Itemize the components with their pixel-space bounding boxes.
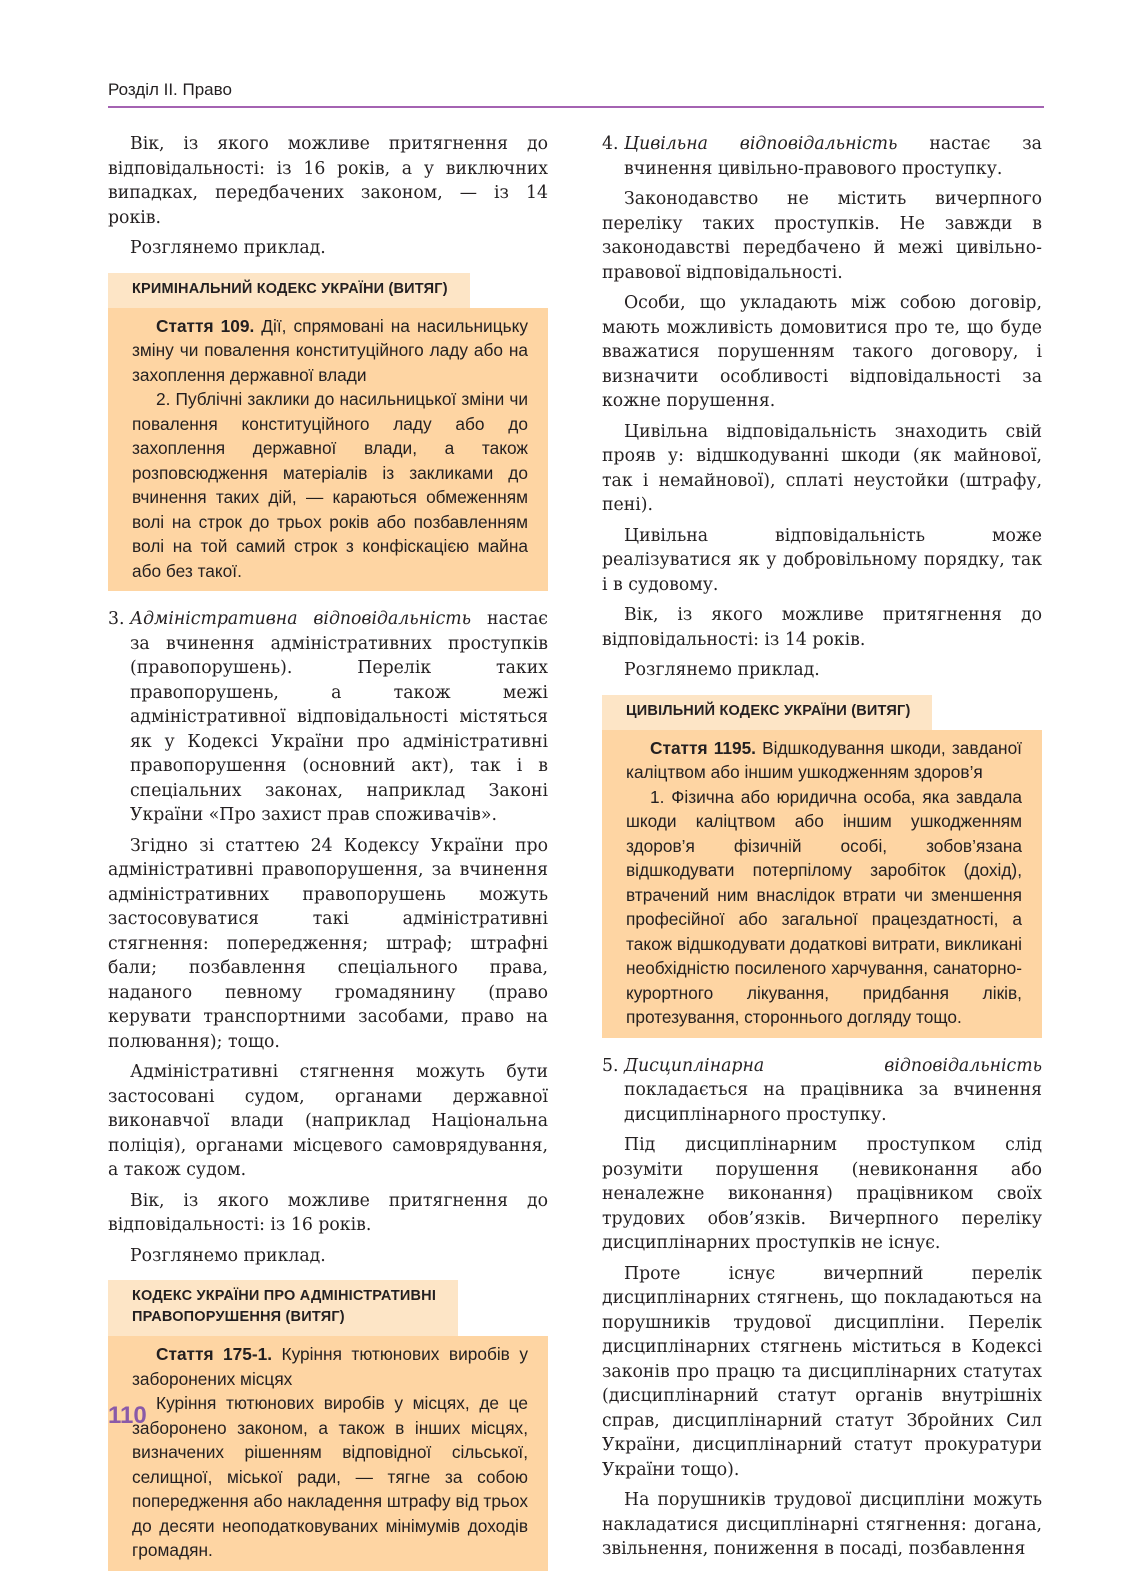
list-item-administrative — [108, 607, 548, 828]
item-number: 4. — [602, 134, 619, 154]
item-text: настає за вчинення цивільно-правового проступку. — [624, 134, 1042, 179]
left-column — [108, 132, 548, 1587]
list-item-civil — [602, 132, 1042, 181]
article-label: Стаття 175-1. — [156, 1344, 273, 1364]
civil-code-excerpt — [602, 695, 1042, 1038]
paragraph: Розглянемо приклад. — [130, 1245, 326, 1266]
item-text: покладається на працівника за вчинення дисциплінарного проступку. — [624, 1080, 1042, 1125]
paragraph: Цивільна відповідальність може реалізуватися як у добровільному порядку, так і в судовому. — [602, 525, 1042, 595]
article-label: Стаття 1195. — [650, 737, 756, 758]
list-item-disciplinary — [602, 1054, 1042, 1128]
page-number: 110 — [108, 1402, 147, 1429]
excerpt-title: КРИМІНАЛЬНИЙ КОДЕКС УКРАЇНИ (ВИТЯГ) — [108, 273, 470, 308]
admin-code-excerpt — [108, 1280, 548, 1571]
excerpt-body — [108, 1336, 548, 1571]
article-title: Відшкодування шкоди, завданої каліцтвом або іншим ушкодженням здоров’я — [626, 737, 1022, 782]
article-label: Стаття 109. — [156, 315, 255, 336]
paragraph: Законодавство не містить вичерпного переліку таких проступків. Не завжди в законодавстві передбачено й межі цивільно-правової відповідальності. — [602, 189, 1042, 283]
section-header: Розділ ІІ. Право — [108, 80, 232, 99]
item-text: настає за вчинення адміністративних проступків (правопорушень). Перелік таких правопорушень, а також межі адміністративної відповідальності містяться як у Кодексі України про адміністративні правопорушення (основний акт), так і в спеціальних законах, наприклад Законі України «Про захист прав споживачів». — [130, 609, 548, 825]
excerpt-body — [602, 730, 1042, 1038]
paragraph: Вік, із якого можливе притягнення до відповідальності: із 14 років. — [602, 605, 1042, 650]
article-text: 2. Публічні заклики до насильницької зміни чи повалення конституційного ладу або до захоплення державної влади, а також розповсюдження матеріалів із закликами до вчинення таких дій, — караються обмеженням волі на строк до трьох років або позбавленням волі на той самий строк з конфіскацією майна або без такої. — [132, 389, 528, 581]
paragraph: Вік, із якого можливе притягнення до відповідальності: із 16 років. — [108, 1190, 548, 1235]
article-title: Дії, спрямовані на насильницьку зміну чи повалення конституційного ладу або на захоплення державної влади — [132, 315, 528, 385]
paragraph: Адміністративні стягнення можуть бути застосовані судом, органами державної виконавчої влади (наприклад Національна поліція), органами місцевого самоврядування, а також судом. — [108, 1062, 548, 1180]
article-heading — [132, 314, 528, 388]
paragraph: Розглянемо приклад. — [130, 238, 326, 258]
excerpt-title-line: КОДЕКС УКРАЇНИ ПРО АДМІНІСТРАТИВНІ — [132, 1288, 437, 1304]
paragraph: Вік, із якого можливе притягнення до відповідальності: із 16 років, а у виключних випадках, передбачених законом, — із 14 років. — [108, 134, 548, 228]
excerpt-title: ЦИВІЛЬНИЙ КОДЕКС УКРАЇНИ (ВИТЯГ) — [602, 695, 932, 730]
term: Дисциплінарна відповідальність — [624, 1055, 1042, 1076]
criminal-code-excerpt — [108, 273, 548, 592]
paragraph: На порушників трудової дисципліни можуть накладатися дисциплінарні стягнення: догана, звільнення, пониження в посаді, позбавлення — [602, 1490, 1042, 1559]
article-title: Куріння тютюнових виробів у заборонених місцях — [132, 1344, 528, 1389]
article-text: 1. Фізична або юридична особа, яка завдала шкоди каліцтвом або іншим ушкодженням здоров’я фізичній особі, зобов’язана відшкодувати потерпілому заробіток (дохід), втрачений ним внаслідок втрати чи зменшення професійної або загальної працездатності, а також відшкодувати додаткові витрати, викликані необхідністю посиленого харчування, санаторно-курортного лікування, придбання ліків, протезування, стороннього догляду тощо. — [626, 786, 1022, 1027]
right-column — [602, 132, 1042, 1568]
header-divider — [108, 106, 1044, 108]
paragraph: Згідно зі статтею 24 Кодексу України про адміністративні правопорушення, за вчинення адміністративних правопорушень можуть застосовуватися такі адміністративні стягнення: попередження; штраф; штрафні бали; позбавлення спеціального права, наданого певному громадянину (право керувати транспортними засобами, право на полювання); тощо. — [108, 835, 548, 1052]
paragraph: Під дисциплінарним проступком слід розуміти порушення (невиконання або неналежне виконання) працівником своїх трудових обов’язків. Вичерпного переліку дисциплінарних проступків не існує. — [602, 1135, 1042, 1253]
item-number: 5. — [602, 1055, 619, 1076]
item-number: 3. — [108, 609, 125, 629]
term: Цивільна відповідальність — [624, 134, 898, 154]
paragraph: Особи, що укладають між собою договір, мають можливість домовитися про те, що буде вважатися порушенням такого договору, і визначити особливості відповідальності за кожне порушення. — [602, 293, 1042, 411]
paragraph: Цивільна відповідальність знаходить свій прояв у: відшкодуванні шкоди (як майнової, так і немайнової), сплаті неустойки (штрафу, пені). — [602, 421, 1042, 515]
term: Адміністративна відповідальність — [130, 609, 472, 629]
paragraph: Розглянемо приклад. — [624, 660, 820, 680]
paragraph: Проте існує вичерпний перелік дисциплінарних стягнень, що покладаються на порушників трудової дисципліни. Перелік дисциплінарних стягнень міститься в Кодексі законів про працю та дисциплінарних статутах (дисциплінарний статут органів внутрішніх справ, дисциплінарний статут Збройних Сил України, дисциплінарний статут прокуратури України тощо). — [602, 1263, 1042, 1480]
article-text: Куріння тютюнових виробів у місцях, де це заборонено законом, а також в інших місцях, визначених рішенням відповідної сільської, селищної, міської ради, — тягне за собою попередження або накладення штрафу від трьох до десяти неоподатковуваних мінімумів доходів громадян. — [132, 1393, 528, 1560]
excerpt-title-line: ПРАВОПОРУШЕННЯ (ВИТЯГ) — [132, 1309, 345, 1325]
excerpt-title — [108, 1280, 458, 1336]
excerpt-body — [108, 308, 548, 592]
article-heading — [132, 1342, 528, 1391]
article-heading — [626, 736, 1022, 785]
